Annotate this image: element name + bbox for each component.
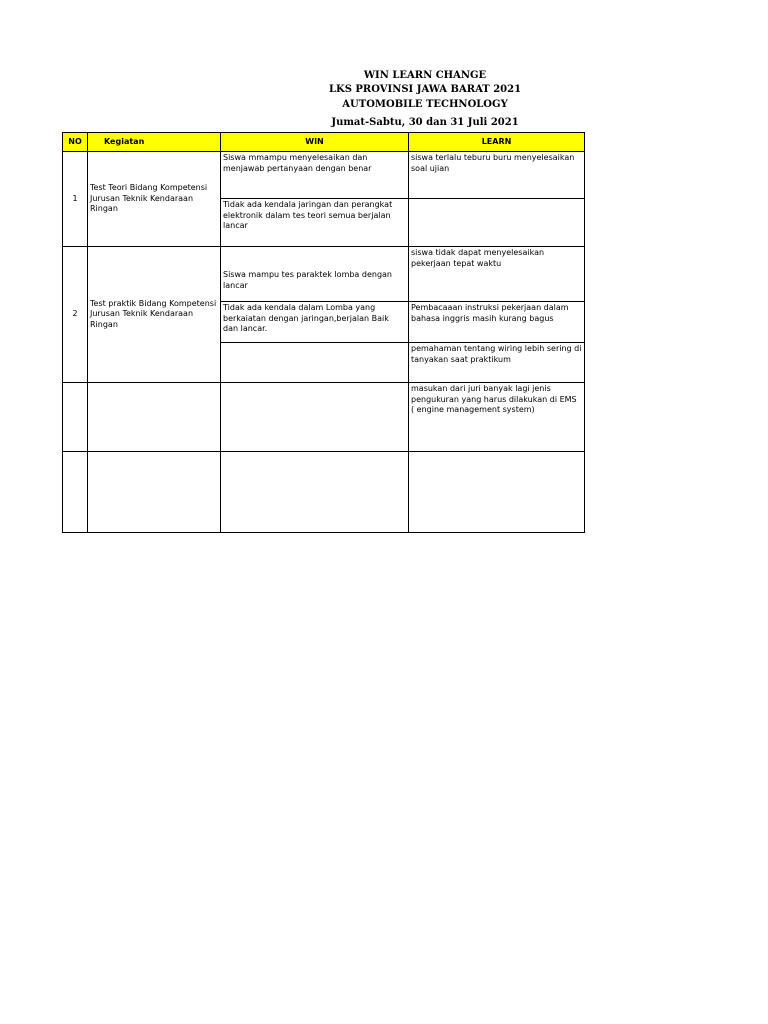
win-cell: Siswa mampu tes paraktek lomba dengan lancar	[221, 247, 409, 302]
column-header-learn: LEARN	[409, 133, 585, 152]
win-cell	[221, 343, 409, 383]
learn-cell: siswa terlalu teburu buru menyelesaikan soal ujian	[409, 152, 585, 199]
win-cell: Tidak ada kendala dalam Lomba yang berkaiatan dengan jaringan,berjalan Baik dan lancar.	[221, 302, 409, 343]
win-cell: Tidak ada kendala jaringan dan perangkat elektronik dalam tes teori semua berjalan lancar	[221, 199, 409, 247]
header-field: AUTOMOBILE TECHNOLOGY	[342, 99, 508, 110]
row-number	[63, 383, 88, 452]
win-cell: Siswa mmampu menyelesaikan dan menjawab pertanyaan dengan benar	[221, 152, 409, 199]
learn-cell: siswa tidak dapat menyelesaikan pekerjaan tepat waktu	[409, 247, 585, 302]
header-event: LKS PROVINSI JAWA BARAT 2021	[328, 84, 522, 95]
document-header	[0, 69, 768, 130]
learn-cell: Pembacaaan instruksi pekerjaan dalam bahasa inggris masih kurang bagus	[409, 302, 585, 343]
row-number	[63, 452, 88, 533]
column-header-win: WIN	[221, 133, 409, 152]
table-header-row	[63, 133, 585, 152]
table-row	[63, 247, 585, 302]
column-header-kegiatan: Kegiatan	[88, 133, 221, 152]
row-kegiatan: Test Teori Bidang Kompetensi Jurusan Teknik Kendaraan Ringan	[88, 152, 221, 247]
row-kegiatan: Test praktik Bidang Kompetensi Jurusan Teknik Kendaraan Ringan	[88, 247, 221, 383]
win-cell	[221, 452, 409, 533]
learn-cell	[409, 452, 585, 533]
header-date: Jumat-Sabtu, 30 dan 31 Juli 2021	[331, 117, 519, 128]
header-title: WIN LEARN CHANGE	[363, 70, 487, 81]
table-row	[63, 383, 585, 452]
learn-cell	[409, 199, 585, 247]
row-number: 1	[63, 152, 88, 247]
table-row	[63, 452, 585, 533]
win-learn-table	[62, 132, 585, 533]
column-header-no: NO	[63, 133, 88, 152]
row-kegiatan	[88, 452, 221, 533]
table-row	[63, 152, 585, 199]
win-cell	[221, 383, 409, 452]
row-kegiatan	[88, 383, 221, 452]
learn-cell: masukan dari juri banyak lagi jenis pengukuran yang harus dilakukan di EMS ( engine management system)	[409, 383, 585, 452]
row-number: 2	[63, 247, 88, 383]
learn-cell: pemahaman tentang wiring lebih sering di tanyakan saat praktikum	[409, 343, 585, 383]
